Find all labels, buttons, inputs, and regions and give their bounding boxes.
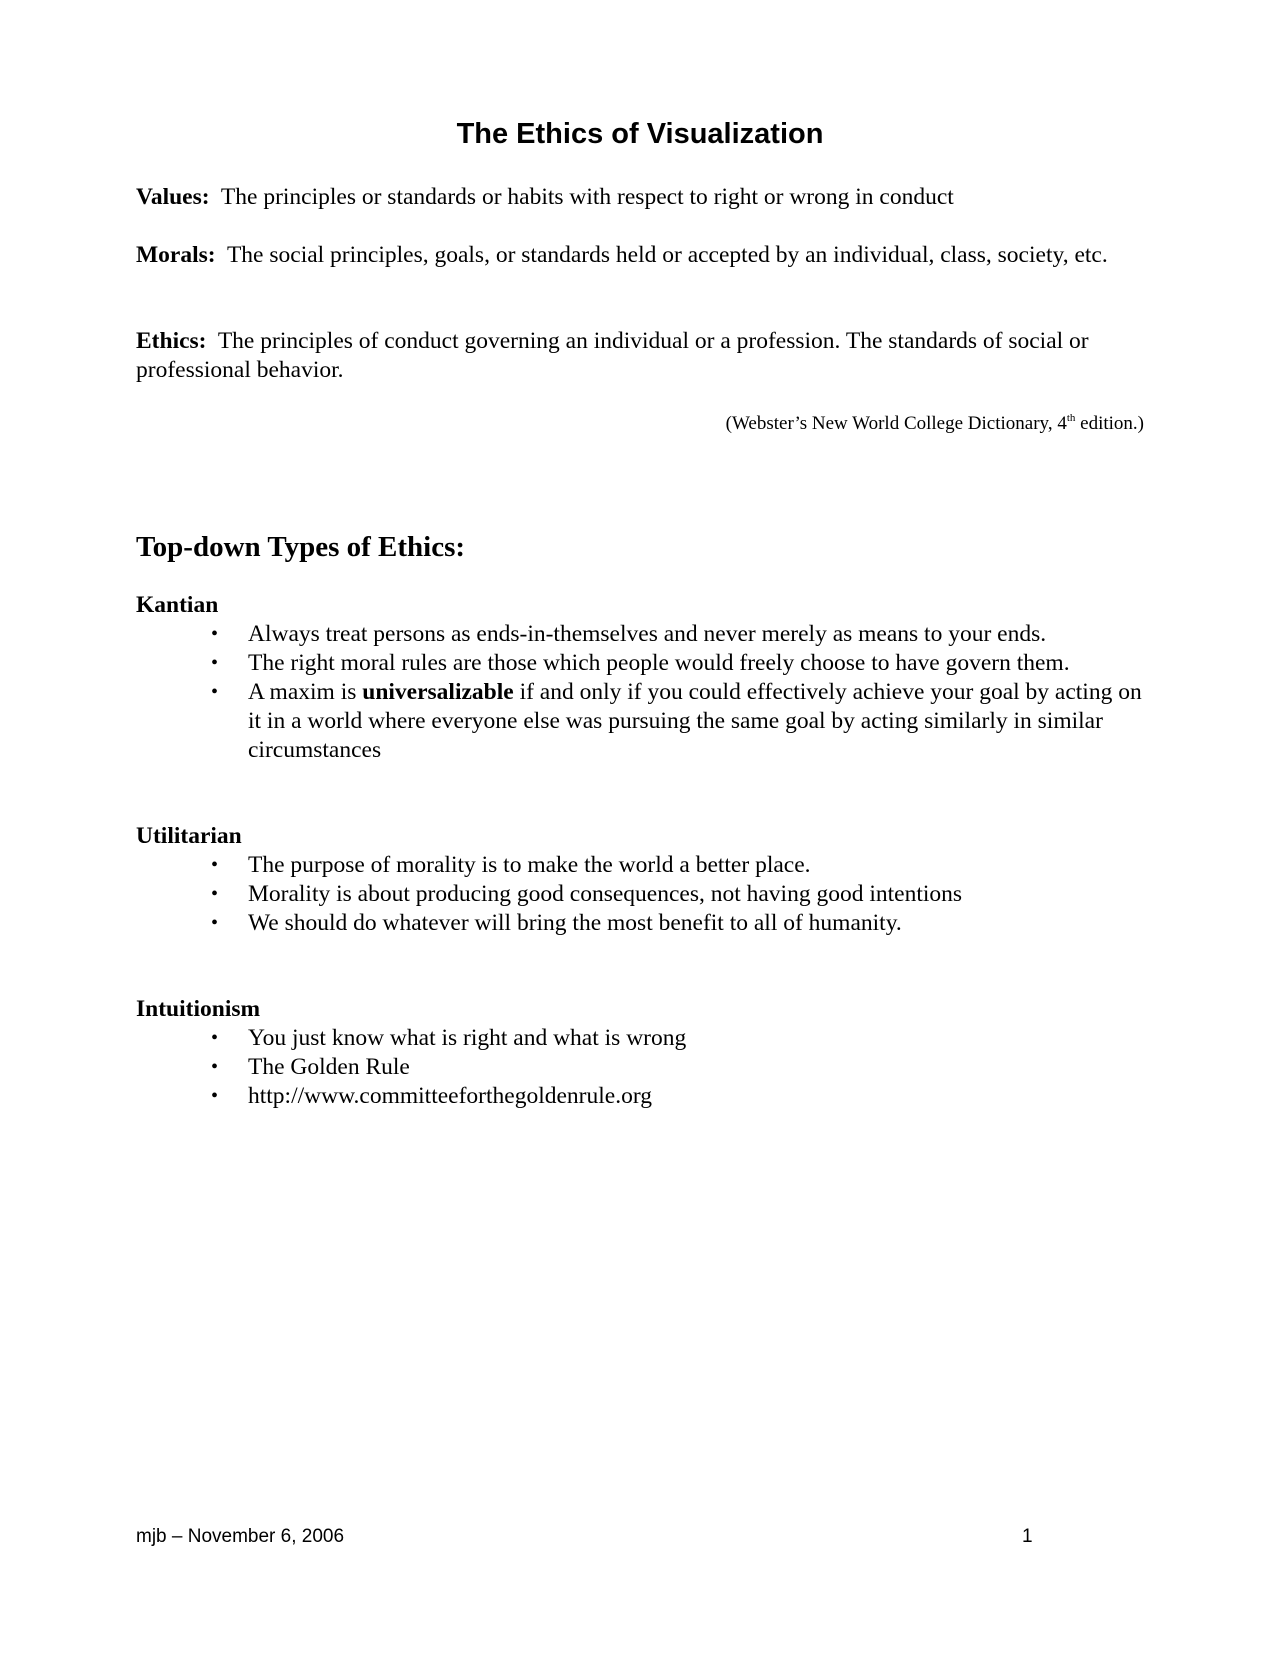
- list-item-text: You just know what is right and what is wrong: [248, 1025, 687, 1051]
- page-number: 1: [1022, 1526, 1033, 1547]
- list-item-text: The Golden Rule: [248, 1054, 410, 1080]
- bullet-list: [136, 1024, 1146, 1111]
- utilitarian-section: [136, 822, 1146, 938]
- definition-term: Ethics:: [136, 328, 207, 354]
- list-item-text-cont: if and only if you could effectively achieve your goal by acting on it in a world where everyone else was pursuing the same goal by acting similarly in similar circumstances: [248, 679, 1142, 763]
- list-item: [136, 880, 1146, 909]
- citation: [726, 412, 1144, 436]
- bullet-list: [136, 620, 1146, 765]
- list-item-text: The purpose of morality is to make the world a better place.: [248, 852, 811, 878]
- list-item: [136, 649, 1146, 678]
- list-item: [136, 909, 1146, 938]
- citation-superscript: th: [1066, 412, 1076, 424]
- list-item-text: A maxim is: [248, 679, 363, 705]
- group-heading: Intuitionism: [136, 996, 261, 1022]
- definition-text: The social principles, goals, or standards held or accepted by an individual, class, society, etc.: [226, 242, 1108, 268]
- list-item: [136, 851, 1146, 880]
- list-item-text: http://www.committeeforthegoldenrule.org: [248, 1083, 652, 1109]
- bullet-icon: •: [211, 854, 219, 876]
- bullet-list: [136, 851, 1146, 938]
- citation-text: (Webster’s New World College Dictionary, 4: [725, 413, 1067, 434]
- definition-values: [136, 183, 1146, 212]
- bullet-icon: •: [211, 912, 219, 934]
- page-title: The Ethics of Visualization: [456, 118, 824, 150]
- citation-text-end: edition.): [1075, 413, 1144, 434]
- list-item-text: The right moral rules are those which people would freely choose to have govern them.: [248, 650, 1070, 676]
- list-item: [136, 620, 1146, 649]
- bullet-icon: •: [211, 883, 219, 905]
- bullet-icon: •: [211, 1085, 219, 1107]
- bullet-icon: •: [211, 623, 219, 645]
- definition-ethics: [136, 327, 1146, 385]
- group-heading: Utilitarian: [136, 823, 242, 849]
- list-item-text: We should do whatever will bring the most benefit to all of humanity.: [248, 910, 902, 936]
- list-item: [136, 678, 1146, 765]
- list-item-text: Always treat persons as ends-in-themselves and never merely as means to your ends.: [248, 621, 1047, 647]
- bullet-icon: •: [211, 652, 219, 674]
- bullet-icon: •: [211, 681, 219, 703]
- emphasis-term: universalizable: [362, 679, 514, 705]
- definition-morals: [136, 241, 1146, 270]
- intuitionism-section: [136, 995, 1146, 1111]
- bullet-icon: •: [211, 1027, 219, 1049]
- list-item: [136, 1053, 1146, 1082]
- list-item-text: Morality is about producing good consequences, not having good intentions: [248, 881, 963, 907]
- definition-text: The principles of conduct governing an individual or a profession. The standards of social or professional behavior.: [136, 328, 1089, 383]
- section-heading: Top-down Types of Ethics:: [136, 531, 466, 563]
- definition-term: Values:: [136, 184, 210, 210]
- definition-text: The principles or standards or habits with respect to right or wrong in conduct: [220, 184, 954, 210]
- footer-author-date: mjb – November 6, 2006: [136, 1526, 345, 1547]
- kantian-section: [136, 591, 1146, 765]
- group-heading: Kantian: [136, 592, 219, 618]
- list-item: [136, 1024, 1146, 1053]
- list-item: [136, 1082, 1146, 1111]
- definition-term: Morals:: [136, 242, 216, 268]
- bullet-icon: •: [211, 1056, 219, 1078]
